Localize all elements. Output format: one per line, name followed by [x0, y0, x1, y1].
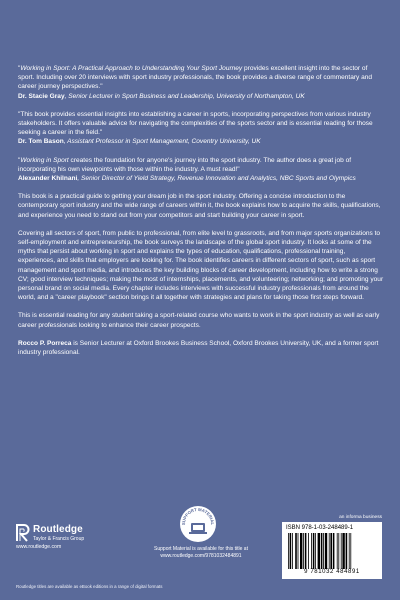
author-bio-text: is Senior Lecturer at Oxford Brookes Business School, Oxford Brookes University, UK, and a former sport industry professional.: [18, 339, 379, 357]
informa-tagline: an informa business: [339, 515, 382, 520]
endorser-name: Alexander Khilnani: [18, 175, 78, 183]
publisher-website: www.routledge.com: [16, 544, 62, 550]
description-paragraph: Covering all sectors of sport, from public to professional, from elite level to grassroots, and from major sports organizations to self-employment and entrepreneurship, the book surveys the landscape of the global sport industry. It looks at some of the myths that persist about working in sport and explains the types of education, qualifications, professional training, experiences, and skills that employers are looking for. The book identifies careers in different sectors of sport, such as sport management and sport media, and introduces the key building blocks of career development, including how to write a strong CV; good interview techniques; making the most of internships, placements, and volunteering; networking; and promoting your personal brand on social media. Every chapter includes interviews with successful industry professionals from around the world, and a "career playbook" section brings it all together with strategies and plans for taking those first steps forward.: [18, 229, 384, 302]
quote-text: provides excellent insight into the sector of sport. Including over 20 interviews with sport industry professionals, the book provides a diverse range of commentary and career journey perspectives.": [18, 65, 373, 91]
quote-text: creates the foundation for anyone's journey into the sport industry. The author does a great job of incorporating his own viewpoints with those within the industry. A must read!": [18, 156, 352, 173]
quote-title: Working in Sport: [20, 156, 69, 164]
barcode-graphic: [286, 533, 378, 569]
endorsement-3: "Working in Sport creates the foundation for anyone's journey into the sport industry. The author does a great job of incorporating his own viewpoints with those within the industry. A must read!" Alexander Khilnani, Senior Director of Yield Strategy, Revenue Innovation and Analytics, NBC Sports and Olympics: [18, 156, 356, 183]
ebook-note: Routledge titles are available as eBook editions in a range of digital formats: [16, 584, 163, 589]
quote-text: This book provides essential insights into establishing a career in sports, incorporating perspectives from various industry stakeholders. It offers valuable advice for navigating the complexities of the sports sector and is essential reading for those seeking a career in the field.": [18, 110, 373, 137]
isbn-label: ISBN 978-1-03-248489-1: [286, 525, 354, 531]
endorser-role: , Senior Director of Yield Strategy, Revenue Innovation and Analytics, NBC Sports and Olympics: [77, 175, 356, 183]
author-bio: [18, 339, 384, 357]
support-material-note: Support Material is available for this title at www.routledge.com/9781032484891: [154, 546, 248, 559]
routledge-logo-icon: [16, 524, 30, 542]
endorser-name: Dr. Tom Bason: [18, 138, 64, 146]
isbn-barcode-box: [282, 522, 382, 579]
support-material-badge-text: SUPPORT MATERIAL: [180, 506, 216, 526]
author-name: Rocco P. Porreca: [18, 339, 72, 347]
quote-title: Working in Sport: A Practical Approach to Understanding Your Sport Journey: [20, 65, 243, 72]
endorser-name: Dr. Stacie Gray: [18, 92, 65, 100]
description-paragraph: This book is a practical guide to getting your dream job in the sport industry. Offering a concise introduction to the contemporary sport industry and the wide range of careers within it, the book explains how to acquire the skills, qualifications, and experience you need to stand out from your competitors and start building your career in sport.: [18, 193, 381, 219]
back-cover-text: [18, 64, 384, 366]
publisher-group: Taylor & Francis Group: [33, 536, 85, 542]
support-material-icon: [178, 504, 218, 544]
endorser-role: , Senior Lecturer in Sport Business and Leadership, University of Northampton, UK: [64, 92, 305, 100]
publisher-name: Routledge: [33, 524, 83, 535]
endorsement-1: "Working in Sport: A Practical Approach to Understanding Your Sport Journey provides excellent insight into the sector of sport. Including over 20 interviews with sport industry professionals, the book provides a diverse range of commentary and career journey perspectives." Dr. Stacie Gray, Senior Lecturer in Sport Business and Leadership, University of Northampton, UK: [18, 65, 373, 100]
endorser-role: , Assistant Professor in Sport Management, Coventry University, UK: [63, 138, 261, 146]
endorsement-2: "This book provides essential insights into establishing a career in sports, incorporating perspectives from various industry stakeholders. It offers valuable advice for navigating the complexities of the sports sector and is essential reading for those seeking a career in the field." Dr. Tom Bason, Assistant Professor in Sport Management, Coventry University, UK: [18, 110, 373, 146]
isbn-digits: 9 781032 484891: [304, 569, 360, 575]
description-paragraph: This is essential reading for any student taking a sport-related course who wants to work in the sport industry as well as early career professionals looking to enhance their career prospects.: [18, 312, 380, 329]
